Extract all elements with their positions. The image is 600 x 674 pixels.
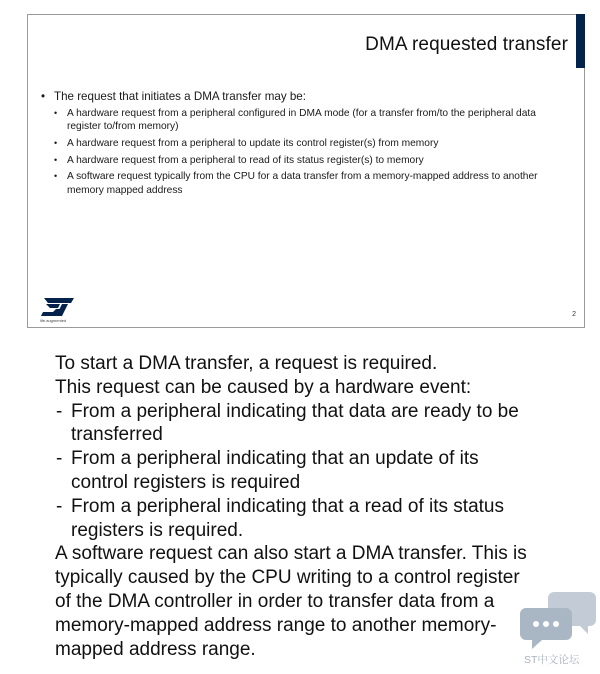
slide-sub-item: • A software request typically from the CPU for a data transfer from a memory-mapped address to another memory mapped address bbox=[40, 170, 570, 196]
slide-body bbox=[40, 89, 570, 200]
notes-dash-item bbox=[55, 447, 555, 495]
dash-marker: - bbox=[56, 448, 63, 470]
slide-accent-bar bbox=[576, 14, 585, 68]
slide-intro-bullet: • The request that initiates a DMA transfer may be: bbox=[40, 89, 570, 104]
dash-marker: - bbox=[56, 400, 63, 422]
watermark-text: ST中文论坛 bbox=[524, 654, 580, 666]
notes-line: This request can be caused by a hardware event: bbox=[55, 376, 472, 398]
chat-bubbles-icon bbox=[518, 588, 598, 650]
speaker-notes bbox=[55, 352, 555, 661]
slide-sub-item: • A hardware request from a peripheral configured in DMA mode (for a transfer from/to the peripheral data register to/from memory) bbox=[40, 107, 570, 133]
notes-paragraph-line: of the DMA controller in order to transfer data from a bbox=[55, 590, 495, 612]
slide-thumbnail bbox=[27, 14, 585, 328]
slide-sub-item: • A hardware request from a peripheral to update its control register(s) from memory bbox=[40, 137, 570, 150]
forum-watermark bbox=[518, 588, 598, 668]
notes-paragraph-line: A software request can also start a DMA transfer. This is bbox=[55, 543, 527, 565]
notes-paragraph-line: mapped address range. bbox=[55, 638, 256, 660]
slide-title: DMA requested transfer bbox=[365, 34, 568, 55]
notes-item-line: From a peripheral indicating that an update of its bbox=[71, 448, 479, 470]
slide-sub-list bbox=[40, 107, 570, 197]
dash-marker: - bbox=[56, 495, 63, 517]
st-logo-icon bbox=[40, 298, 74, 316]
slide-sub-item: • A hardware request from a peripheral to read of its status register(s) to memory bbox=[40, 154, 570, 167]
notes-item-line: control registers is required bbox=[71, 471, 301, 493]
notes-item-line: From a peripheral indicating that data are ready to be bbox=[71, 400, 519, 422]
notes-line: To start a DMA transfer, a request is required. bbox=[55, 353, 438, 374]
notes-paragraph-line: typically caused by the CPU writing to a control register bbox=[55, 567, 520, 589]
notes-item-line: transferred bbox=[71, 424, 163, 446]
slide-page-number: 2 bbox=[572, 311, 576, 318]
notes-item-line: From a peripheral indicating that a read of its status bbox=[71, 495, 505, 517]
notes-paragraph-line: memory-mapped address range to another memory- bbox=[55, 614, 497, 636]
logo-tagline: life.augmented bbox=[40, 318, 67, 323]
notes-item-line: registers is required. bbox=[71, 519, 244, 541]
notes-dash-item bbox=[55, 495, 555, 543]
notes-dash-item bbox=[55, 400, 555, 448]
st-logo bbox=[40, 298, 80, 324]
